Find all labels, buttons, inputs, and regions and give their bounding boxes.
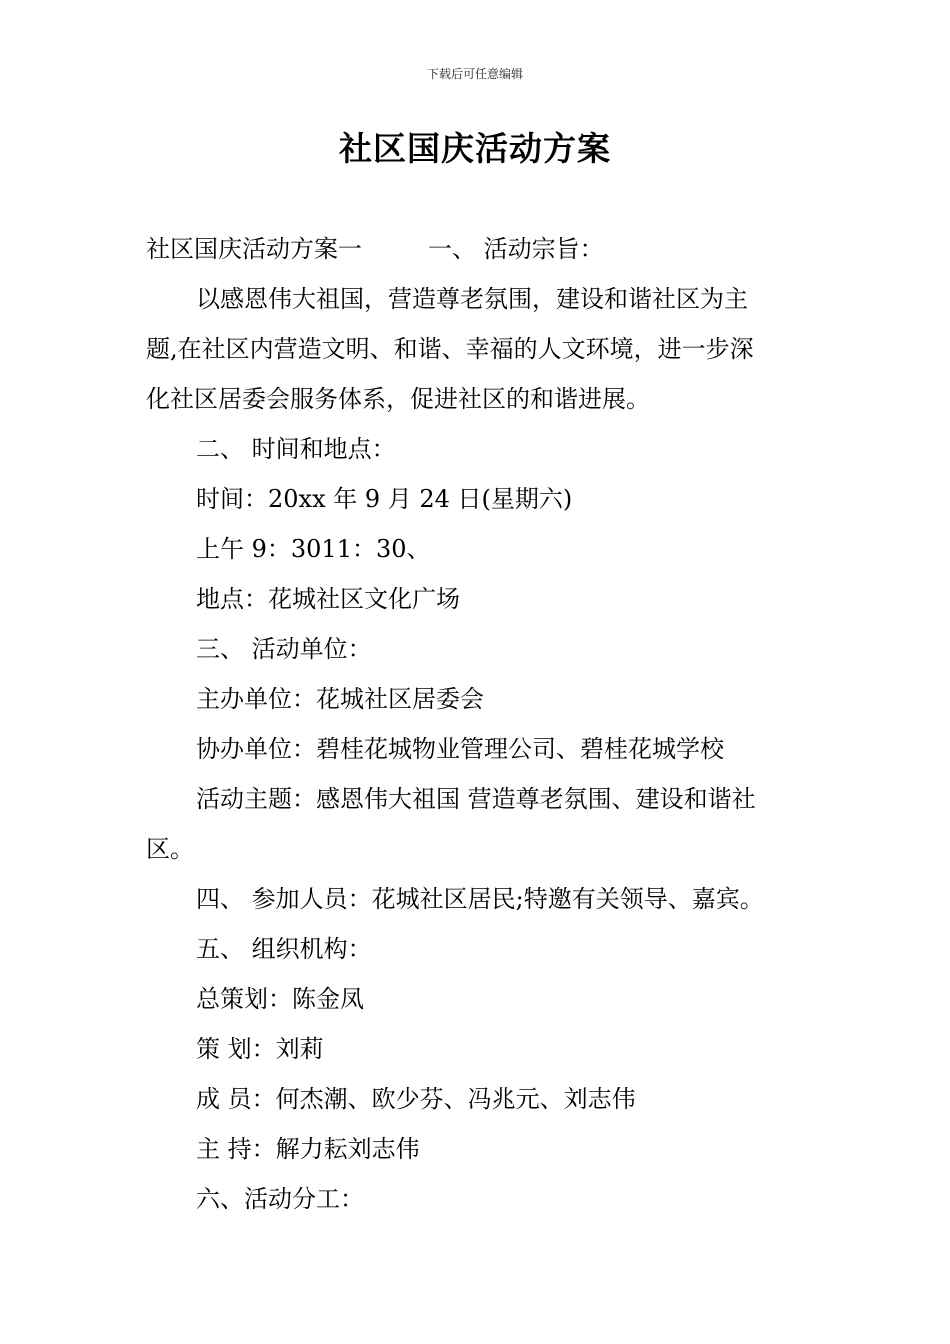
section-one-heading: 一、 活动宗旨： — [428, 235, 604, 263]
planner-line: 策 划：刘莉 — [196, 1035, 324, 1063]
time-line: 时间：20xx 年 9 月 24 日(星期六) — [196, 485, 573, 513]
document-body — [146, 224, 810, 1224]
intro-line — [146, 224, 810, 274]
theme-line: 活动主题：感恩伟大祖国 营造尊老氛围、建设和谐社 — [196, 785, 756, 813]
co-organizer-line: 协办单位：碧桂花城物业管理公司、碧桂花城学校 — [196, 735, 724, 763]
members-line: 成 员：何杰潮、欧少芬、冯兆元、刘志伟 — [196, 1085, 636, 1113]
location-line: 地点：花城社区文化广场 — [196, 585, 460, 613]
document-title: 社区国庆活动方案 — [339, 129, 611, 168]
section-four-line: 四、 参加人员：花城社区居民;特邀有关领导、嘉宾。 — [196, 885, 764, 913]
host-line: 主 持：解力耘刘志伟 — [196, 1135, 420, 1163]
theme-line-continued: 区。 — [146, 835, 194, 863]
chief-planner-line: 总策划：陈金凤 — [196, 985, 364, 1013]
header-note: 下载后可任意编辑 — [426, 67, 523, 81]
section-two-heading: 二、 时间和地点： — [196, 435, 396, 463]
paragraph-line: 以感恩伟大祖国，营造尊老氛围，建设和谐社区为主 — [196, 285, 748, 313]
paragraph-line: 化社区居委会服务体系，促进社区的和谐进展。 — [146, 385, 650, 413]
section-three-heading: 三、 活动单位： — [196, 635, 372, 663]
time-range-line: 上午 9：3011：30、 — [196, 535, 431, 563]
paragraph-line: 题,在社区内营造文明、和谐、幸福的人文环境，进一步深 — [146, 335, 754, 363]
organizer-line: 主办单位：花城社区居委会 — [196, 685, 484, 713]
section-five-heading: 五、 组织机构： — [196, 935, 372, 963]
section-six-heading: 六、活动分工： — [196, 1185, 364, 1213]
intro-heading: 社区国庆活动方案一 — [146, 235, 362, 263]
